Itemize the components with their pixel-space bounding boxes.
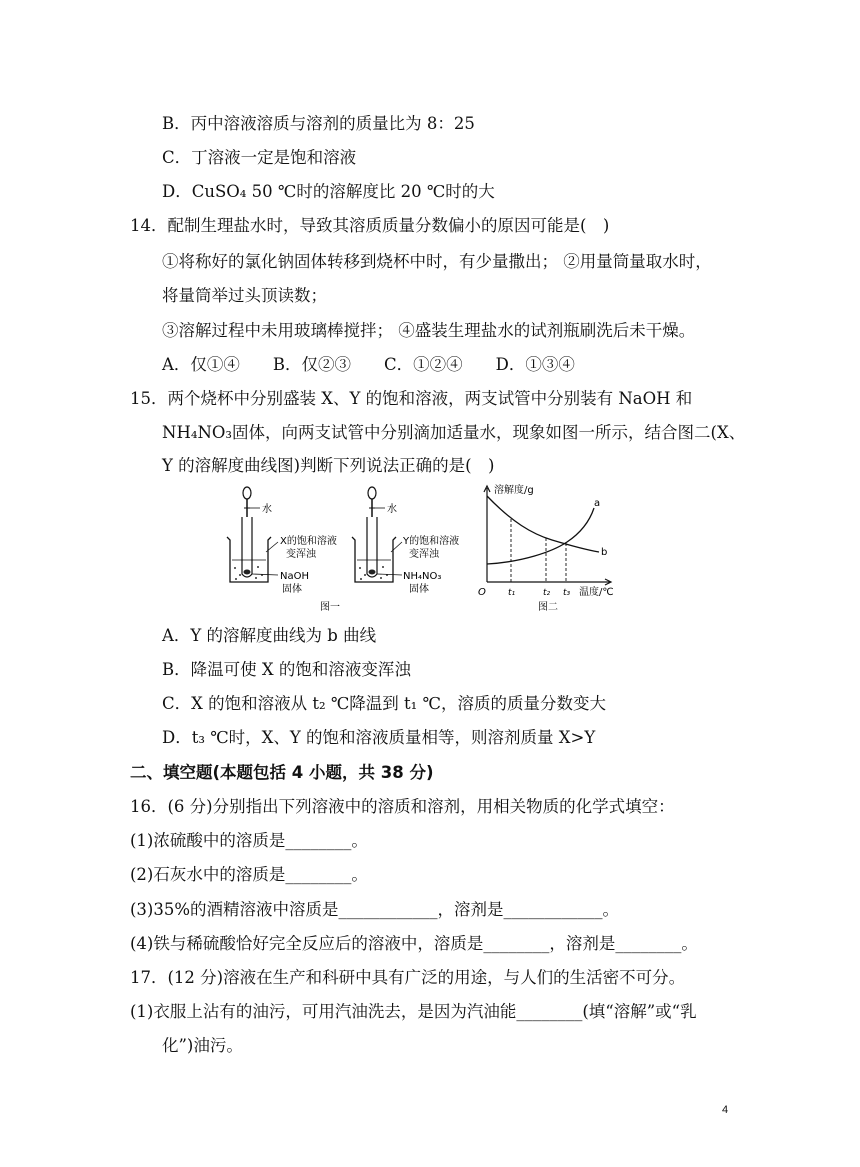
y-axis-label: 溶解度/g (494, 485, 534, 496)
note-x-line2: 变浑浊 (286, 549, 316, 560)
x-axis-label: 温度/℃ (579, 587, 614, 598)
note-y-line1: Y的饱和溶液 (403, 536, 460, 547)
q15-figure (222, 482, 632, 617)
page-number: 4 (722, 1104, 729, 1116)
t1-label: t₁ (508, 588, 516, 598)
figure-2-caption: 图二 (538, 602, 558, 613)
note-x-line1: X的饱和溶液 (280, 536, 337, 547)
solid-label-1b: 固体 (282, 584, 302, 595)
q15-figure-svg (222, 482, 632, 617)
q15-stem-2: NH₄NO₃固体，向两支试管中分别滴加适量水，现象如图一所示，结合图二(X、 (162, 423, 746, 442)
dropper-2 (368, 487, 376, 517)
water-label-1: 水 (262, 504, 272, 515)
solid-label-2a: NH₄NO₃ (403, 571, 442, 582)
q16-stem: 16．(6 分)分别指出下列溶液中的溶质和溶剂，用相关物质的化学式填空： (130, 797, 675, 816)
figure-1-caption: 图一 (320, 602, 340, 613)
dropper-1 (243, 487, 251, 517)
curve-b (487, 496, 599, 552)
apparatus-2 (352, 487, 459, 595)
q14-condition-1-cont: 将量筒举过头顶读数； (162, 286, 327, 305)
q15-option-d: D．t₃ ℃时，X、Y 的饱和溶液质量相等，则溶剂质量 X>Y (162, 728, 596, 747)
section-heading: 二、填空题(本题包括 4 小题，共 38 分) (130, 763, 434, 782)
q13-option-d: D．CuSO₄ 50 ℃时的溶解度比 20 ℃时的大 (162, 182, 495, 201)
test-tube-2 (367, 517, 377, 577)
curve-b-label: b (601, 547, 608, 558)
test-tube-1 (242, 517, 252, 577)
q16-part-2: (2)石灰水中的溶质是________。 (130, 865, 368, 884)
q15-stem-3: Y 的溶解度曲线图)判断下列说法正确的是( ) (162, 456, 495, 475)
q15-option-c: C．X 的饱和溶液从 t₂ ℃降温到 t₁ ℃，溶质的质量分数变大 (162, 694, 607, 713)
q15-option-b: B．降温可使 X 的饱和溶液变浑浊 (162, 660, 411, 679)
q16-part-4: (4)铁与稀硫酸恰好完全反应后的溶液中，溶质是________，溶剂是________。 (130, 934, 698, 953)
apparatus-1 (227, 487, 340, 613)
origin-label: O (478, 587, 486, 598)
q17-part-1: (1)衣服上沾有的油污，可用汽油洗去，是因为汽油能________(填“溶解”或“乳 (130, 1002, 697, 1021)
t2-label: t₂ (543, 588, 551, 598)
q14-options: A．仅①④ B．仅②③ C．①②④ D．①③④ (162, 355, 575, 374)
curve-a-label: a (594, 498, 601, 509)
solubility-chart (478, 483, 614, 613)
q15-stem-1: 15．两个烧杯中分别盛装 X、Y 的饱和溶液，两支试管中分别装有 NaOH 和 (130, 389, 693, 408)
q15-option-a: A．Y 的溶解度曲线为 b 曲线 (162, 626, 377, 645)
q16-part-3: (3)35%的酒精溶液中溶质是____________，溶剂是____________。 (130, 900, 620, 919)
note-y-line2: 变浑浊 (409, 549, 439, 560)
q13-option-c: C．丁溶液一定是饱和溶液 (162, 148, 357, 167)
q17-stem: 17．(12 分)溶液在生产和科研中具有广泛的用途，与人们的生活密不可分。 (130, 968, 686, 987)
q14-condition-2: ③溶解过程中未用玻璃棒搅拌； ④盛装生理盐水的试剂瓶刷洗后未干燥。 (162, 321, 696, 340)
solid-label-1a: NaOH (280, 571, 309, 582)
solid-label-2b: 固体 (409, 584, 429, 595)
q16-part-1: (1)浓硫酸中的溶质是________。 (130, 831, 368, 850)
q17-part-1-cont: 化”)油污。 (162, 1036, 243, 1055)
water-label-2: 水 (387, 504, 397, 515)
q13-option-b: B．丙中溶液溶质与溶剂的质量比为 8：25 (162, 114, 475, 133)
q14-condition-1: ①将称好的氯化钠固体转移到烧杯中时，有少量撒出； ②用量筒量取水时， (162, 252, 712, 271)
t3-label: t₃ (563, 588, 571, 598)
q14-stem: 14．配制生理盐水时，导致其溶质质量分数偏小的原因可能是( ) (130, 216, 610, 235)
